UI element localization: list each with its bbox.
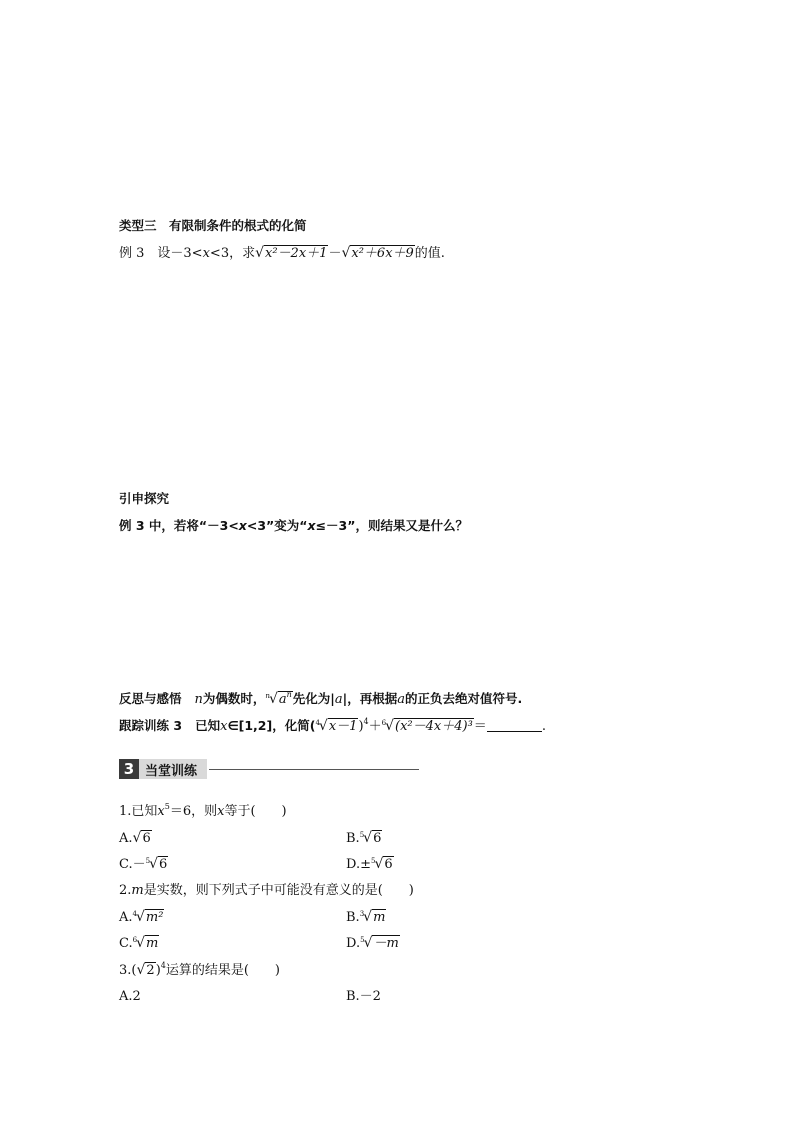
q1-stem: 1.已知$x^5=6$，则x等于( ) bbox=[119, 802, 287, 819]
radical-2: √x²＋6x＋9 bbox=[341, 245, 414, 261]
reflection-label: 反思与感悟 bbox=[119, 691, 182, 706]
type3-heading: 类型三 有限制条件的根式的化简 bbox=[119, 218, 307, 233]
q3-option-a[interactable]: A.2 bbox=[119, 989, 141, 1004]
nth-root-an: $^n√a^n$ bbox=[265, 690, 292, 707]
reflection: 反思与感悟 n为偶数时，$^n√a^n$先化为|a|，再根据a的正负去绝对值符号. bbox=[119, 690, 522, 710]
section-rule bbox=[209, 769, 419, 770]
fourth-root: $^4$√x－1 bbox=[315, 718, 358, 734]
q1-option-c[interactable]: C.－$^5$√6 bbox=[119, 856, 168, 872]
section-header bbox=[119, 759, 419, 779]
extension-heading: 引申探究 bbox=[119, 491, 170, 506]
example-3-label: 例 3 设－3< bbox=[119, 246, 203, 261]
q2-option-a[interactable]: A.$^4$√m² bbox=[119, 909, 164, 925]
section-number: 3 bbox=[119, 759, 139, 779]
q2-option-c[interactable]: C.$^6$√m bbox=[119, 935, 159, 951]
q2-option-b[interactable]: B.$^3$√m bbox=[346, 909, 386, 925]
sixth-root: $^6$√(x²－4x＋4)³ bbox=[381, 718, 473, 734]
q3-stem: $3.(√2)^4$运算的结果是( ) bbox=[119, 961, 281, 978]
example-3: 例 3 设－3<x<3，求√x²－2x＋1－√x²＋6x＋9的值. bbox=[119, 245, 445, 261]
q2-stem: 2.m是实数，则下列式子中可能没有意义的是( ) bbox=[119, 883, 414, 898]
section-title: 当堂训练 bbox=[139, 759, 207, 779]
q1-option-b[interactable]: B.$^5$√6 bbox=[346, 830, 382, 846]
q2-option-d[interactable]: D.$^5$√－m bbox=[346, 935, 399, 951]
q1-option-d[interactable]: D.±$^5$√6 bbox=[346, 856, 393, 872]
tracking-label: 跟踪训练 3 bbox=[119, 718, 183, 733]
answer-blank[interactable] bbox=[487, 719, 542, 732]
radical-1: √x²－2x＋1 bbox=[255, 245, 328, 261]
extension-question: 例 3 中，若将“－3<x<3”变为“x≤－3”，则结果又是什么？ bbox=[119, 518, 468, 533]
tracking-3: 跟踪训练 3 已知x∈[1,2]，化简$(^4√x-1)^4+^6√(x^2-4x+4)^3=$ . bbox=[119, 717, 546, 737]
q1-option-a[interactable]: A.√6 bbox=[119, 830, 151, 846]
q3-option-b[interactable]: B.－2 bbox=[346, 989, 381, 1004]
